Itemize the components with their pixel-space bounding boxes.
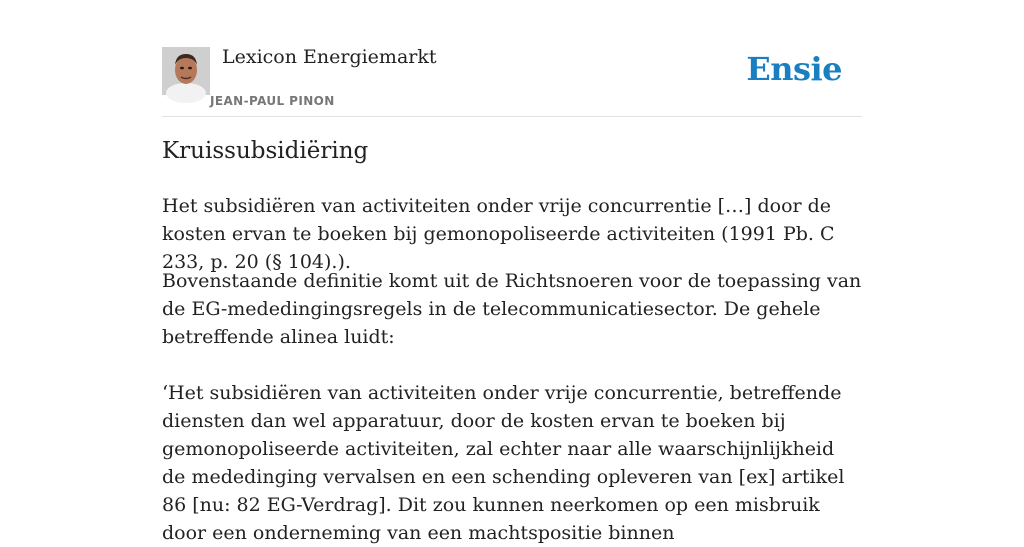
avatar-photo [162,47,210,95]
author-name[interactable]: JEAN-PAUL PINON [210,94,335,108]
page-title: Kruissubsidiëring [162,138,369,164]
body-paragraph: Bovenstaande definitie komt uit de Richtsnoeren voor de toepassing van de EG-mededingingsregels in de telecommunicatiesector. De gehele betreffende alinea luidt: [162,270,862,348]
author-avatar[interactable] [162,47,210,95]
definition-paragraph: Het subsidiëren van activiteiten onder vrije concurrentie […] door de kosten ervan te boeken bij gemonopoliseerde activiteiten (1991 Pb. C 233, p. 20 (§ 104).). [162,195,835,273]
site-title[interactable]: Lexicon Energiemarkt [222,46,437,68]
quote-paragraph: ‘Het subsidiëren van activiteiten onder vrije concurrentie, betreffende diensten dan wel apparatuur, door de kosten ervan te boeken bij gemonopoliseerde activiteiten, zal echter naar alle waarschijnlijkheid de mededinging vervalsen en een schending opleveren van [ex] artikel 86 [nu: 82 EG-Verdrag]. Dit zou kunnen neerkomen op een misbruik door een onderneming van een machtspositie binnen [162,382,845,544]
brand-logo[interactable]: Ensie [746,50,842,88]
header [162,0,862,117]
page-container [162,0,862,544]
